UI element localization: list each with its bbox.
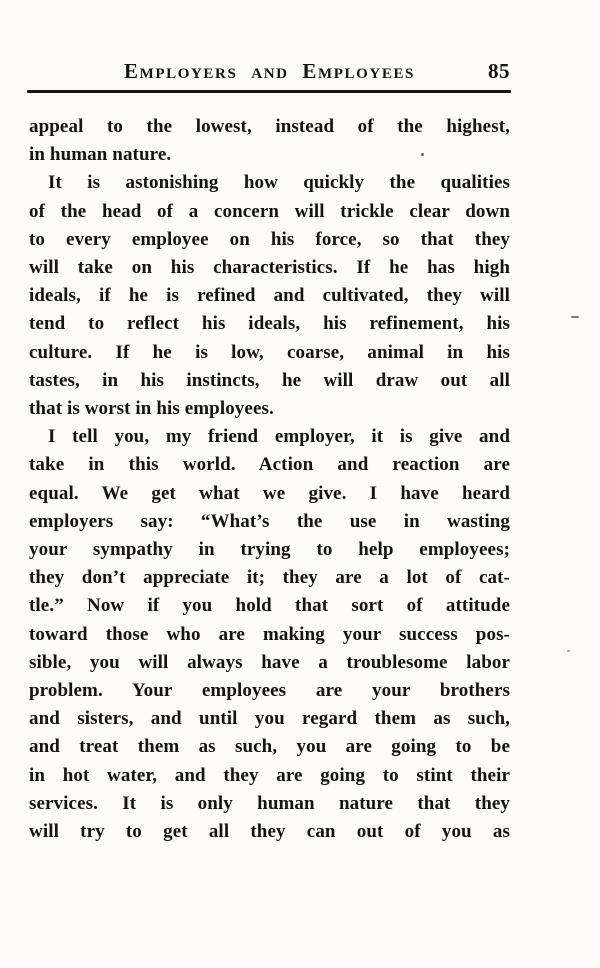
text-block — [29, 113, 510, 846]
running-head-title: Employers and Employees — [124, 59, 415, 83]
text-line: appeal to the lowest, instead of the highest, — [29, 116, 510, 137]
text-line: I tell you, my friend employer, it is give and — [48, 426, 510, 448]
running-head — [29, 56, 510, 86]
text-line: It is astonishing how quickly the qualities — [48, 172, 510, 194]
text-line: toward those who are making your success pos- — [29, 623, 510, 645]
text-line: problem. Your employees are your brothers — [29, 680, 510, 702]
text-line: to every employee on his force, so that they — [29, 228, 510, 250]
text-line: and treat them as such, you are going to be — [29, 736, 510, 758]
text-line: of the head of a concern will trickle clear down — [29, 200, 510, 222]
scan-speck — [567, 650, 570, 652]
text-line: equal. We get what we give. I have heard — [29, 482, 510, 504]
text-line: sible, you will always have a troublesome labor — [29, 651, 510, 673]
text-line: culture. If he is low, coarse, animal in his — [29, 341, 510, 363]
text-line: in hot water, and they are going to stint their — [29, 764, 510, 786]
text-line: take in this world. Action and reaction are — [29, 454, 510, 476]
header-rule — [27, 90, 511, 93]
scan-speck — [571, 316, 579, 318]
text-line: services. It is only human nature that they — [29, 792, 510, 814]
text-line: that is worst in his employees. — [29, 398, 274, 420]
text-line: ideals, if he is refined and cultivated, they will — [29, 285, 510, 307]
scan-speck — [421, 153, 424, 156]
page-content — [29, 56, 510, 846]
text-line: tastes, in his instincts, he will draw out all — [29, 369, 510, 391]
text-line: they don’t appreciate it; they are a lot of cat- — [29, 567, 510, 589]
text-line: tle.” Now if you hold that sort of attitude — [29, 595, 510, 617]
text-line: and sisters, and until you regard them as such, — [29, 708, 510, 730]
text-line: will try to get all they can out of you as — [29, 821, 510, 843]
text-line: in human nature. — [29, 144, 172, 166]
text-line: employers say: “What’s the use in wasting — [29, 510, 510, 532]
text-line: will take on his characteristics. If he has high — [29, 257, 510, 279]
text-line: tend to reflect his ideals, his refinement, his — [29, 313, 510, 335]
text-line: your sympathy in trying to help employees; — [29, 539, 510, 561]
page-number: 85 — [488, 59, 510, 83]
